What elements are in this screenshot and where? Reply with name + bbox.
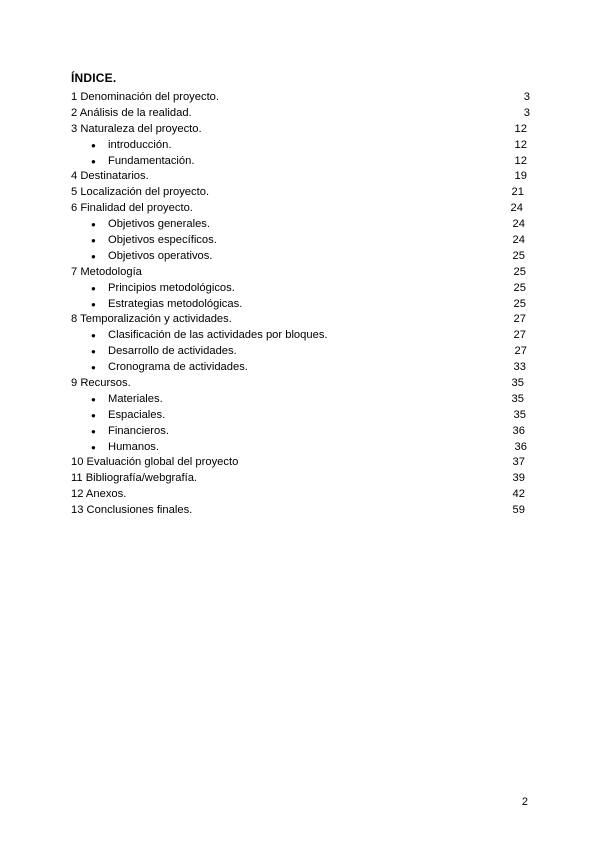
toc-entry-page: 27 <box>514 345 527 358</box>
toc-entry-page: 25 <box>513 265 526 278</box>
toc-subentry <box>71 360 531 376</box>
toc-entry-label: 2 Análisis de la realidad. <box>71 106 192 119</box>
toc-entry-page: 27 <box>513 329 526 342</box>
toc-entry <box>71 122 531 138</box>
toc-entry-label: 3 Naturaleza del proyecto. <box>71 122 202 135</box>
bullet-icon: ● <box>91 236 96 246</box>
toc-entry <box>71 503 531 519</box>
toc-entry-page: 27 <box>513 313 526 326</box>
toc-entry-label: 12 Anexos. <box>71 488 127 501</box>
toc-entry-page: 25 <box>512 249 525 262</box>
toc-entry-label: Humanos. <box>108 440 159 453</box>
toc-entry-page: 24 <box>510 202 523 215</box>
toc-entry-page: 37 <box>512 456 525 469</box>
toc-entry-label: 9 Recursos. <box>71 377 131 390</box>
toc-entry-page: 25 <box>513 297 526 310</box>
bullet-icon: ● <box>91 331 96 341</box>
toc-subentry <box>71 154 531 170</box>
bullet-icon: ● <box>91 156 96 166</box>
toc-entry-label: Espaciales. <box>108 408 166 421</box>
toc-entry-label: 10 Evaluación global del proyecto <box>71 456 239 469</box>
toc-entry <box>71 471 531 487</box>
toc-entry-label: Objetivos específicos. <box>108 234 217 247</box>
toc-entry <box>71 312 531 328</box>
toc-entry-page: 39 <box>512 472 525 485</box>
toc-entry-page: 35 <box>513 408 526 421</box>
toc-entry-label: 4 Destinatarios. <box>71 170 149 183</box>
toc-entry <box>71 376 531 392</box>
toc-entry-label: 6 Finalidad del proyecto. <box>71 202 193 215</box>
toc-subentry <box>71 233 531 249</box>
toc-entry-label: Fundamentación. <box>108 154 195 167</box>
toc-entry <box>71 106 531 122</box>
bullet-icon: ● <box>91 394 96 404</box>
toc-subentry <box>71 217 531 233</box>
toc-entry-page: 12 <box>514 154 527 167</box>
toc-entry-page: 25 <box>513 281 526 294</box>
toc-entry-page: 24 <box>512 234 525 247</box>
toc-entry <box>71 201 531 217</box>
toc-entry-label: introducción. <box>108 138 172 151</box>
toc-subentry <box>71 344 531 360</box>
toc-entry-page: 3 <box>523 106 530 119</box>
toc-entry-label: Estrategias metodológicas. <box>108 297 243 310</box>
bullet-icon: ● <box>91 442 96 452</box>
bullet-icon: ● <box>91 347 96 357</box>
toc-subentry <box>71 424 531 440</box>
toc-entry-page: 12 <box>514 122 527 135</box>
toc-entry-page: 19 <box>514 170 527 183</box>
toc-subentry <box>71 392 531 408</box>
toc-entry-label: Clasificación de las actividades por bloques. <box>108 329 328 342</box>
bullet-icon: ● <box>91 299 96 309</box>
toc-subentry <box>71 138 531 154</box>
toc-entry-label: Financieros. <box>108 424 169 437</box>
toc-entry-page: 24 <box>512 218 525 231</box>
toc-entry-page: 35 <box>511 377 524 390</box>
toc-entry-label: 8 Temporalización y actividades. <box>71 313 232 326</box>
toc-subentry <box>71 440 531 456</box>
toc-entry-page: 36 <box>512 424 525 437</box>
bullet-icon: ● <box>91 426 96 436</box>
toc-entry-page: 59 <box>512 504 525 517</box>
toc-entry <box>71 455 531 471</box>
toc-entry-label: Objetivos generales. <box>108 218 210 231</box>
bullet-icon: ● <box>91 140 96 150</box>
toc-subentry <box>71 297 531 313</box>
toc-entry-label: Desarrollo de actividades. <box>108 345 237 358</box>
toc-entry-label: 5 Localización del proyecto. <box>71 186 210 199</box>
bullet-icon: ● <box>91 283 96 293</box>
toc-entry-label: 13 Conclusiones finales. <box>71 504 193 517</box>
toc-entry-page: 12 <box>514 138 527 151</box>
toc-entry-page: 35 <box>511 392 524 405</box>
toc-entry-page: 42 <box>512 488 525 501</box>
toc-subentry <box>71 328 531 344</box>
page-number: 2 <box>521 796 528 808</box>
toc-entry-label: 1 Denominación del proyecto. <box>71 91 220 103</box>
toc-entry-page: 33 <box>513 361 526 374</box>
bullet-icon: ● <box>91 251 96 261</box>
toc-entry-label: Materiales. <box>108 392 163 405</box>
toc-entry <box>71 90 531 106</box>
toc-entry-page: 21 <box>511 186 524 199</box>
toc-entry <box>71 265 531 281</box>
toc-subentry <box>71 408 531 424</box>
toc-list <box>71 90 531 519</box>
toc-entry-label: 7 Metodología <box>71 265 142 278</box>
toc-subentry <box>71 281 531 297</box>
bullet-icon: ● <box>91 363 96 373</box>
toc-entry <box>71 185 531 201</box>
toc-entry-page: 36 <box>514 440 527 453</box>
bullet-icon: ● <box>91 410 96 420</box>
toc-subentry <box>71 249 531 265</box>
toc-entry <box>71 169 531 185</box>
toc-entry <box>71 487 531 503</box>
bullet-icon: ● <box>91 220 96 230</box>
toc-entry-label: Objetivos operativos. <box>108 249 213 262</box>
toc-entry-label: Cronograma de actividades. <box>108 361 248 374</box>
toc-entry-label: 11 Bibliografía/webgrafía. <box>71 472 198 485</box>
toc-entry-label: Principios metodológicos. <box>108 281 235 294</box>
toc-title: ÍNDICE. <box>71 71 117 85</box>
toc-entry-page: 3 <box>523 91 530 103</box>
